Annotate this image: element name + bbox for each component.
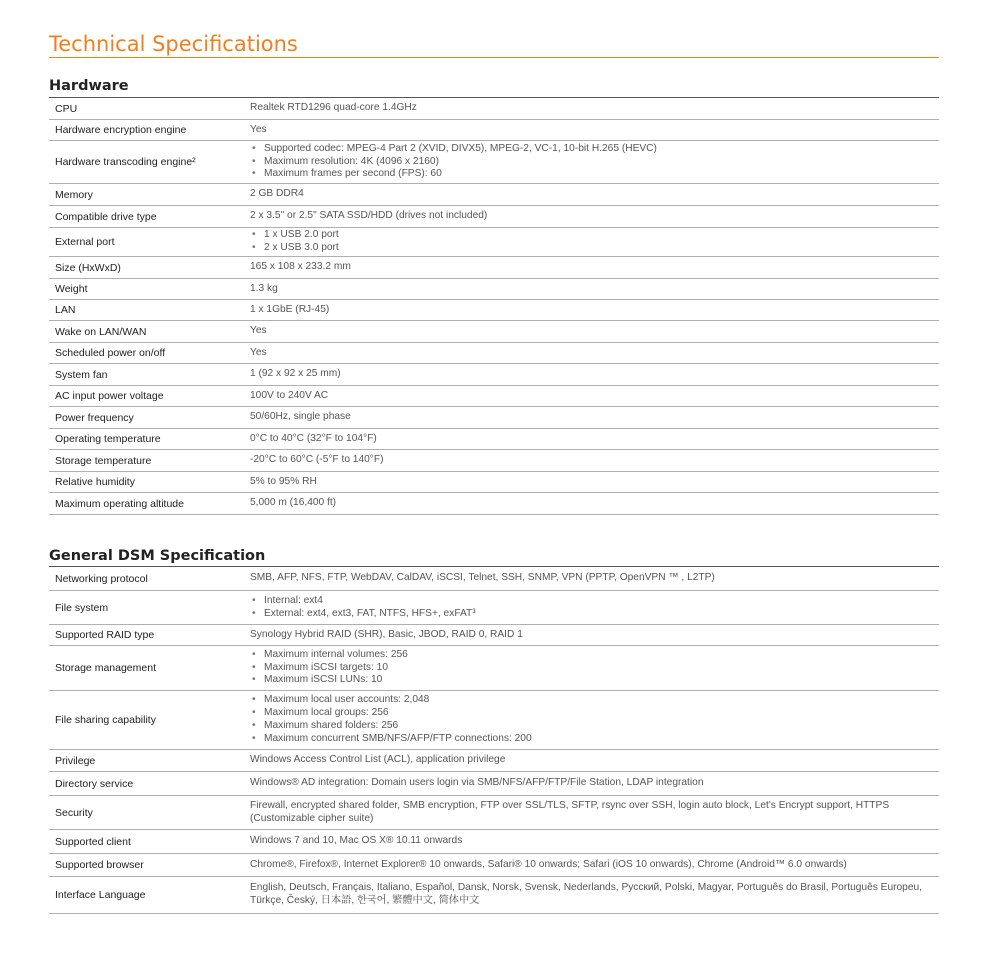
spec-bullet-item: • Maximum resolution: 4K (4096 x 2160) (250, 156, 929, 169)
spec-bullet-list (250, 595, 929, 621)
spec-row (49, 750, 939, 772)
spec-value: 2 GB DDR4 (250, 188, 304, 200)
spec-value: 1 (92 x 92 x 25 mm) (250, 368, 341, 380)
spec-bullet-item: • 2 x USB 3.0 port (250, 242, 929, 255)
spec-row (49, 228, 939, 257)
spec-value: English, Deutsch, Français, Italiano, Español, Dansk, Norsk, Svensk, Nederlands, Русский, Polski, Magyar, Português do Brasil, Português Europeu, Türkçe, Český, 日本語, 한국어, 繁體中文, 简体中文 (250, 882, 923, 906)
spec-label: Operating temperature (55, 433, 161, 445)
spec-row (49, 854, 939, 877)
spec-bullet-item: • Maximum iSCSI targets: 10 (250, 662, 929, 675)
spec-value: SMB, AFP, NFS, FTP, WebDAV, CalDAV, iSCSI, Telnet, SSH, SNMP, VPN (PPTP, OpenVPN ™ , L2TP) (250, 572, 715, 584)
spec-value: Windows® AD integration: Domain users login via SMB/NFS/AFP/FTP/File Station, LDAP integration (250, 777, 704, 789)
spec-label: File sharing capability (55, 714, 156, 726)
spec-row (49, 646, 939, 691)
spec-bullet-item: • Internal: ext4 (250, 595, 929, 608)
spec-label: Power frequency (55, 411, 134, 424)
spec-label: Networking protocol (55, 572, 148, 585)
spec-value: 5% to 95% RH (250, 475, 317, 487)
spec-value (250, 229, 939, 255)
spec-bullet-item: • Maximum concurrent SMB/NFS/AFP/FTP connections: 200 (250, 733, 929, 746)
hardware-section-title: Hardware (49, 78, 129, 94)
spec-value (250, 143, 939, 181)
spec-label: Interface Language (55, 889, 146, 901)
spec-label: Storage management (55, 662, 156, 674)
spec-label: Hardware transcoding engine² (55, 156, 196, 168)
spec-label: AC input power voltage (55, 390, 164, 402)
spec-label: Maximum operating altitude (55, 497, 184, 510)
spec-row (49, 830, 939, 854)
spec-value: -20°C to 60°C (-5°F to 140°F) (250, 454, 384, 466)
spec-row (49, 300, 939, 321)
spec-row (49, 184, 939, 206)
spec-value: 0°C to 40°C (32°F to 104°F) (250, 432, 377, 444)
spec-row (49, 493, 939, 515)
spec-label: Scheduled power on/off (55, 347, 166, 359)
spec-value: 165 x 108 x 233.2 mm (250, 261, 351, 273)
spec-value: 100V to 240V AC (250, 389, 329, 401)
spec-label: Memory (55, 188, 93, 201)
spec-bullet-item: • 1 x USB 2.0 port (250, 229, 929, 242)
spec-bullet-item: • External: ext4, ext3, FAT, NTFS, HFS+, exFAT³ (250, 608, 929, 621)
spec-value: 50/60Hz, single phase (250, 411, 351, 423)
spec-row (49, 429, 939, 450)
spec-row (49, 206, 939, 228)
spec-value: 1 x 1GbE (RJ-45) (250, 303, 330, 315)
spec-value: Yes (250, 325, 267, 337)
spec-row (49, 279, 939, 300)
hardware-spec-table (49, 97, 939, 515)
spec-row (49, 450, 939, 472)
spec-value (250, 649, 939, 687)
spec-row (49, 625, 939, 646)
spec-label: Privilege (55, 754, 96, 767)
spec-row (49, 257, 939, 279)
spec-label: Security (55, 806, 93, 819)
spec-label: Compatible drive type (55, 210, 157, 223)
spec-label: External port (55, 236, 115, 248)
spec-value: Yes (250, 123, 267, 135)
spec-bullet-list (250, 694, 929, 745)
spec-label: Relative humidity (55, 476, 135, 488)
spec-bullet-item: • Maximum frames per second (FPS): 60 (250, 168, 929, 181)
hardware-section (49, 76, 939, 515)
spec-row (49, 591, 939, 625)
spec-label: Wake on LAN/WAN (55, 325, 147, 338)
spec-label: Supported client (55, 835, 131, 848)
spec-bullet-list (250, 229, 929, 255)
spec-value: Windows Access Control List (ACL), application privilege (250, 754, 506, 766)
spec-label: Storage temperature (55, 454, 152, 467)
spec-label: CPU (55, 102, 78, 115)
title-divider (49, 57, 939, 58)
dsm-section (49, 546, 939, 914)
spec-row (49, 343, 939, 364)
spec-value: 5,000 m (16,400 ft) (250, 497, 337, 509)
spec-row (49, 98, 939, 120)
spec-value: Chrome®, Firefox®, Internet Explorer® 10 onwards, Safari® 10 onwards; Safari (iOS 10 onwards), Chrome (Android™ 6.0 onwards) (250, 858, 847, 870)
spec-value: Windows 7 and 10, Mac OS X® 10.11 onwards (250, 835, 463, 847)
spec-value: Firewall, encrypted shared folder, SMB encryption, FTP over SSL/TLS, SFTP, rsync over SSH, login auto block, Let's Encrypt support, HTTPS (Customizable cipher suite) (250, 799, 890, 824)
spec-bullet-item: • Maximum local groups: 256 (250, 707, 929, 720)
spec-bullet-item: • Maximum internal volumes: 256 (250, 649, 929, 662)
spec-label: Weight (55, 283, 88, 295)
spec-row (49, 120, 939, 141)
spec-label: Size (HxWxD) (55, 261, 121, 274)
spec-value: Realtek RTD1296 quad-core 1.4GHz (250, 102, 417, 114)
spec-row (49, 364, 939, 386)
spec-bullet-item: • Maximum iSCSI LUNs: 10 (250, 674, 929, 687)
spec-bullet-item: • Supported codec: MPEG-4 Part 2 (XVID, DIVX5), MPEG-2, VC-1, 10-bit H.265 (HEVC) (250, 143, 929, 156)
spec-row (49, 796, 939, 830)
spec-label: Supported browser (55, 859, 144, 871)
spec-label: File system (55, 601, 109, 614)
spec-label: System fan (55, 368, 108, 381)
spec-label: Supported RAID type (55, 629, 155, 641)
spec-value: 2 x 3.5" or 2.5" SATA SSD/HDD (drives not included) (250, 210, 488, 222)
spec-label: LAN (55, 304, 76, 316)
dsm-section-title: General DSM Specification (49, 548, 266, 564)
spec-bullet-item: • Maximum shared folders: 256 (250, 720, 929, 733)
spec-bullet-item: • Maximum local user accounts: 2,048 (250, 694, 929, 707)
spec-value: 1.3 kg (250, 282, 278, 294)
spec-row (49, 386, 939, 407)
spec-label: Hardware encryption engine (55, 124, 187, 136)
spec-row (49, 141, 939, 184)
spec-row (49, 321, 939, 343)
spec-value (250, 694, 939, 745)
spec-row (49, 567, 939, 591)
spec-label: Directory service (55, 777, 134, 790)
spec-row (49, 877, 939, 914)
spec-row (49, 772, 939, 796)
spec-row (49, 691, 939, 750)
spec-value: Yes (250, 346, 267, 358)
page-title: Technical Specifications (49, 32, 298, 56)
spec-value (250, 595, 939, 621)
dsm-spec-table (49, 566, 939, 914)
spec-bullet-list (250, 649, 929, 687)
spec-bullet-list (250, 143, 929, 181)
spec-row (49, 407, 939, 429)
spec-value: Synology Hybrid RAID (SHR), Basic, JBOD, RAID 0, RAID 1 (250, 628, 523, 640)
spec-row (49, 472, 939, 493)
